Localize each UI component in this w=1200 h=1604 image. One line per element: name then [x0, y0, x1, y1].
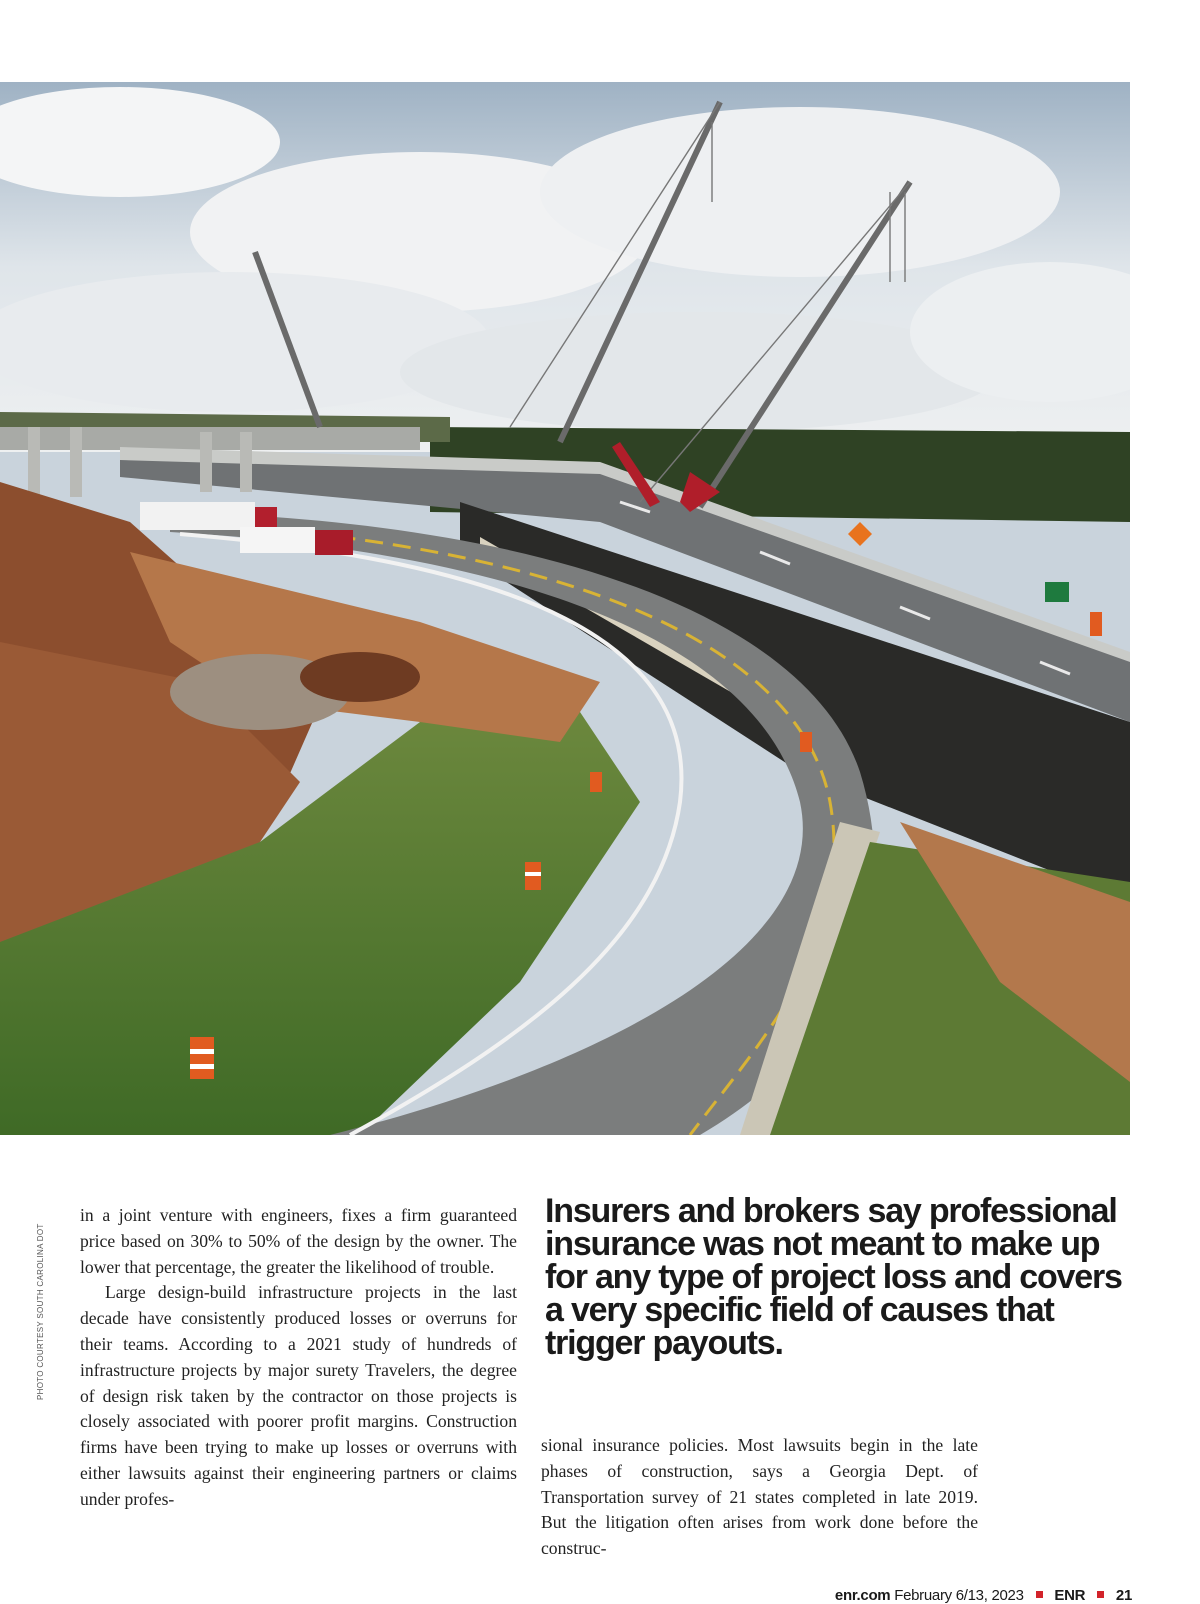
- paragraph: in a joint venture with engineers, fixes a firm guaranteed price based on 30% to 50% of the design by the owner. The lower that percentage, the greater the likelihood of trouble.: [80, 1205, 517, 1277]
- page-footer: [835, 1587, 1132, 1604]
- photo-credit: PHOTO COURTESY SOUTH CAROLINA DOT: [36, 1223, 45, 1400]
- footer-page-number: 21: [1115, 1587, 1132, 1604]
- footer-site[interactable]: enr.com: [834, 1587, 891, 1604]
- footer-brand: ENR: [1054, 1587, 1086, 1604]
- body-column-right: [541, 1433, 978, 1562]
- highway-construction-photo-icon: [0, 82, 1130, 1135]
- body-column-left: [80, 1203, 517, 1513]
- footer-square-icon: [1097, 1591, 1104, 1598]
- footer-date: February 6/13, 2023: [894, 1587, 1024, 1604]
- paragraph: Large design-build infrastructure projects in the last decade have consistently produced losses or overruns for their teams. According to a 2021 study of hundreds of infrastructure projects by major surety Travelers, the degree of design risk taken by the contractor on those projects is closely associated with poorer profit margins. Construction firms have been trying to make up losses or overruns with either lawsuits against their engineering partners or claims under profes-: [80, 1282, 517, 1509]
- construction-photo: [0, 82, 1130, 1135]
- footer-square-icon: [1036, 1591, 1043, 1598]
- pull-quote: Insurers and brokers say professional insurance was not meant to make up for any type of project loss and covers a very specific field of causes that trigger payouts.: [545, 1192, 1122, 1362]
- paragraph: sional insurance policies. Most lawsuits begin in the late phases of construction, says a Georgia Dept. of Transportation survey of 21 states completed in late 2019. But the litigation often arises from work done before the construc-: [541, 1435, 978, 1559]
